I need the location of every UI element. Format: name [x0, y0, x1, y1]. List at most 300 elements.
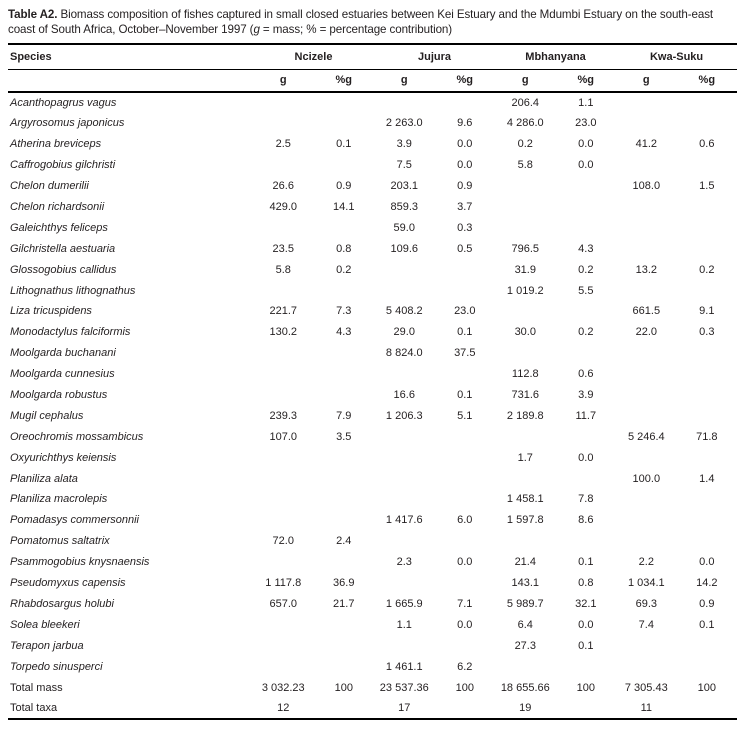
mass-value-cell [253, 364, 314, 385]
species-row [8, 92, 737, 113]
percent-value-cell [435, 489, 496, 510]
mass-value-cell: 13.2 [635, 263, 657, 276]
percent-value-cell: 0.0 [457, 159, 473, 172]
percent-value-cell [435, 531, 496, 552]
mass-value-cell [253, 489, 314, 510]
mass-value-cell [616, 343, 677, 364]
percent-value-cell [677, 385, 738, 406]
species-name-cell: Pomadasys commersonnii [10, 514, 139, 527]
percent-value-cell [677, 531, 738, 552]
table-caption-body: Biomass composition of fishes captured in small closed estuaries between Kei Estuary and the Mdumbi Estuary on the south-east coast of South Africa, October–November 1997 ( [8, 8, 714, 37]
percent-value-cell: 0.2 [699, 263, 715, 276]
percent-value-cell: 0.1 [457, 326, 473, 339]
percent-value-cell: 71.8 [696, 430, 718, 443]
mass-value-cell [253, 217, 314, 238]
percent-value-cell: 0.0 [578, 451, 594, 464]
mass-value-cell: 12 [277, 701, 290, 714]
species-row [8, 656, 737, 677]
percent-value-cell [435, 635, 496, 656]
mass-value-cell: 7.5 [396, 159, 412, 172]
mass-value-cell [253, 510, 314, 531]
species-name-cell: Moolgarda robustus [10, 389, 108, 402]
mass-value-cell [616, 280, 677, 301]
percent-value-cell: 7.9 [336, 409, 352, 422]
percent-value-cell [677, 217, 738, 238]
percent-value-cell [314, 510, 375, 531]
percent-value-cell: 0.9 [457, 180, 473, 193]
percent-value-cell: 0.0 [699, 556, 715, 569]
mass-value-cell: 5 246.4 [627, 430, 665, 443]
species-name-cell: Gilchristella aestuaria [10, 242, 116, 255]
species-name-cell: Moolgarda cunnesius [10, 368, 115, 381]
species-row [8, 573, 737, 594]
mass-value-cell: 23.5 [272, 242, 294, 255]
percent-value-cell [435, 364, 496, 385]
mass-value-cell: 30.0 [514, 326, 536, 339]
mass-value-cell: 5 989.7 [506, 597, 544, 610]
mass-value-cell [253, 385, 314, 406]
mass-value-cell: 657.0 [269, 597, 298, 610]
percent-value-cell: 4.3 [578, 242, 594, 255]
percent-value-cell: 8.6 [578, 514, 594, 527]
percent-value-cell: 0.2 [578, 263, 594, 276]
percent-value-cell [556, 531, 617, 552]
species-name-cell: Oxyurichthys keiensis [10, 451, 117, 464]
mass-value-cell [616, 447, 677, 468]
percent-value-cell: 5.5 [578, 284, 594, 297]
mass-value-cell [374, 573, 435, 594]
percent-value-cell [556, 656, 617, 677]
percent-value-cell [314, 614, 375, 635]
percent-value-cell: 14.2 [696, 577, 718, 590]
species-row [8, 343, 737, 364]
percent-value-cell: 0.0 [457, 618, 473, 631]
mass-value-cell [616, 405, 677, 426]
percent-value-cell [435, 573, 496, 594]
sub-header-g: g [374, 69, 435, 92]
mass-value-cell [374, 92, 435, 113]
percent-value-cell [314, 447, 375, 468]
mass-value-cell: 7 305.43 [624, 681, 668, 694]
percent-value-cell: 7.8 [578, 493, 594, 506]
percent-value-cell: 7.3 [336, 305, 352, 318]
mass-value-cell [253, 447, 314, 468]
mass-value-cell [253, 155, 314, 176]
species-row [8, 364, 737, 385]
percent-value-cell [314, 364, 375, 385]
species-row [8, 426, 737, 447]
mass-value-cell: 59.0 [393, 221, 415, 234]
percent-value-cell: 0.2 [336, 263, 352, 276]
species-row [8, 405, 737, 426]
percent-value-cell [314, 113, 375, 134]
mass-value-cell: 109.6 [390, 242, 419, 255]
percent-value-cell [677, 489, 738, 510]
percent-value-cell [677, 635, 738, 656]
mass-value-cell [253, 552, 314, 573]
mass-value-cell [616, 489, 677, 510]
percent-value-cell: 5.1 [457, 409, 473, 422]
species-name-cell: Liza tricuspidens [10, 305, 92, 318]
mass-value-cell: 130.2 [269, 326, 298, 339]
mass-value-cell: 17 [398, 701, 411, 714]
mass-value-cell: 29.0 [393, 326, 415, 339]
mass-value-cell [495, 217, 556, 238]
species-row [8, 238, 737, 259]
percent-value-cell: 0.1 [457, 389, 473, 402]
species-row [8, 134, 737, 155]
mass-value-cell: 22.0 [635, 326, 657, 339]
mass-value-cell [616, 217, 677, 238]
species-name-cell: Glossogobius callidus [10, 263, 117, 276]
species-name-cell: Argyrosomus japonicus [10, 117, 125, 130]
sub-header-g: g [253, 69, 314, 92]
mass-value-cell [253, 113, 314, 134]
mass-value-cell: 4 286.0 [506, 117, 544, 130]
mass-value-cell [495, 531, 556, 552]
percent-value-cell: 4.3 [336, 326, 352, 339]
mass-value-cell [374, 489, 435, 510]
mass-value-cell: 16.6 [393, 389, 415, 402]
percent-value-cell: 21.7 [333, 597, 355, 610]
percent-value-cell: 7.1 [457, 597, 473, 610]
mass-value-cell: 1 206.3 [385, 409, 423, 422]
mass-value-cell [374, 468, 435, 489]
percent-value-cell: 0.9 [336, 180, 352, 193]
percent-value-cell: 9.1 [699, 305, 715, 318]
percent-value-cell [677, 698, 738, 719]
species-name-cell: Pomatomus saltatrix [10, 535, 110, 548]
mass-value-cell: 19 [519, 701, 532, 714]
mass-value-cell: 3.9 [396, 138, 412, 151]
percent-value-cell: 36.9 [333, 577, 355, 590]
percent-value-cell: 100 [576, 681, 595, 694]
species-name-cell: Caffrogobius gilchristi [10, 159, 116, 172]
mass-value-cell [616, 113, 677, 134]
species-name-cell: Mugil cephalus [10, 409, 84, 422]
species-name-cell: Acanthopagrus vagus [10, 97, 117, 110]
mass-value-cell: 31.9 [514, 263, 536, 276]
species-row [8, 489, 737, 510]
percent-value-cell [677, 447, 738, 468]
mass-value-cell: 2.2 [638, 556, 654, 569]
percent-value-cell: 9.6 [457, 117, 473, 130]
species-name-cell: Oreochromis mossambicus [10, 430, 144, 443]
species-row [8, 155, 737, 176]
species-name-cell: Psammogobius knysnaensis [10, 556, 150, 569]
species-name-cell: Torpedo sinusperci [10, 660, 103, 673]
mass-value-cell [253, 343, 314, 364]
mass-value-cell [495, 343, 556, 364]
species-name-cell: Chelon richardsonii [10, 201, 105, 214]
mass-value-cell: 859.3 [390, 201, 419, 214]
mass-value-cell: 203.1 [390, 180, 419, 193]
sub-header-pg: %g [677, 69, 738, 92]
mass-value-cell [616, 364, 677, 385]
mass-value-cell: 7.4 [638, 618, 654, 631]
percent-value-cell [556, 176, 617, 197]
species-row [8, 531, 737, 552]
species-row [8, 280, 737, 301]
percent-value-cell [314, 92, 375, 113]
species-row [8, 510, 737, 531]
mass-value-cell [253, 468, 314, 489]
percent-value-cell [677, 197, 738, 218]
species-name-cell: Moolgarda buchanani [10, 347, 116, 360]
species-name-cell: Monodactylus falciformis [10, 326, 131, 339]
table-caption-tail: = mass; % = percentage contribution) [259, 23, 453, 37]
mass-value-cell: 143.1 [511, 577, 540, 590]
percent-value-cell [556, 343, 617, 364]
percent-value-cell [556, 197, 617, 218]
mass-value-cell [374, 426, 435, 447]
mass-value-cell: 21.4 [514, 556, 536, 569]
mass-value-cell: 239.3 [269, 409, 298, 422]
mass-value-cell [616, 656, 677, 677]
sub-header-pg: %g [435, 69, 496, 92]
percent-value-cell [677, 238, 738, 259]
percent-value-cell [314, 656, 375, 677]
percent-value-cell: 0.1 [578, 639, 594, 652]
mass-value-cell [253, 280, 314, 301]
species-name-cell: Pseudomyxus capensis [10, 577, 126, 590]
percent-value-cell: 0.1 [336, 138, 352, 151]
species-name-cell: Lithognathus lithognathus [10, 284, 136, 297]
percent-value-cell: 37.5 [454, 347, 476, 360]
percent-value-cell: 23.0 [575, 117, 597, 130]
mass-value-cell [616, 238, 677, 259]
percent-value-cell [677, 280, 738, 301]
percent-value-cell: 100 [455, 681, 474, 694]
percent-value-cell: 1.5 [699, 180, 715, 193]
total-row [8, 677, 737, 698]
total-label-cell: Total mass [10, 681, 63, 694]
percent-value-cell [677, 405, 738, 426]
mass-value-cell: 5.8 [275, 263, 291, 276]
percent-value-cell: 0.0 [457, 138, 473, 151]
mass-value-cell: 2.3 [396, 556, 412, 569]
mass-value-cell [495, 197, 556, 218]
mass-value-cell: 1 665.9 [385, 597, 423, 610]
mass-value-cell [374, 531, 435, 552]
mass-value-cell: 8 824.0 [385, 347, 423, 360]
table-caption-label: Table A2. [8, 8, 58, 21]
percent-value-cell: 0.6 [578, 368, 594, 381]
percent-value-cell [556, 468, 617, 489]
species-name-cell: Planiliza alata [10, 472, 78, 485]
mass-value-cell [374, 635, 435, 656]
percent-value-cell: 0.9 [699, 597, 715, 610]
percent-value-cell: 11.7 [575, 409, 597, 422]
mass-value-cell [374, 259, 435, 280]
species-row [8, 176, 737, 197]
species-row [8, 447, 737, 468]
percent-value-cell: 0.0 [578, 159, 594, 172]
percent-value-cell [677, 656, 738, 677]
mass-value-cell [374, 364, 435, 385]
percent-value-cell: 0.1 [699, 618, 715, 631]
mass-value-cell [253, 614, 314, 635]
mass-value-cell: 2 263.0 [385, 117, 423, 130]
species-row [8, 468, 737, 489]
site-header-mbhanyana: Mbhanyana [495, 44, 616, 69]
mass-value-cell: 6.4 [517, 618, 533, 631]
species-name-cell: Planiliza macrolepis [10, 493, 108, 506]
percent-value-cell [677, 92, 738, 113]
percent-value-cell [435, 280, 496, 301]
percent-value-cell: 1.1 [578, 97, 594, 110]
species-row [8, 635, 737, 656]
mass-value-cell: 5 408.2 [385, 305, 423, 318]
mass-value-cell [616, 155, 677, 176]
mass-value-cell: 100.0 [632, 472, 661, 485]
mass-value-cell [616, 92, 677, 113]
percent-value-cell [435, 92, 496, 113]
mass-value-cell [616, 510, 677, 531]
percent-value-cell: 0.0 [457, 556, 473, 569]
percent-value-cell: 0.0 [578, 138, 594, 151]
species-column-header: Species [8, 44, 253, 69]
percent-value-cell [435, 259, 496, 280]
mass-value-cell: 107.0 [269, 430, 298, 443]
percent-value-cell: 0.3 [457, 221, 473, 234]
species-name-cell: Galeichthys feliceps [10, 221, 108, 234]
percent-value-cell [677, 510, 738, 531]
mass-value-cell [616, 531, 677, 552]
mass-value-cell: 1 019.2 [506, 284, 544, 297]
site-header-ncizele: Ncizele [253, 44, 374, 69]
percent-value-cell [677, 364, 738, 385]
species-name-cell: Rhabdosargus holubi [10, 597, 114, 610]
percent-value-cell [435, 447, 496, 468]
species-row [8, 113, 737, 134]
mass-value-cell [495, 468, 556, 489]
site-header-row [8, 44, 737, 69]
species-row [8, 552, 737, 573]
mass-value-cell: 18 655.66 [500, 681, 550, 694]
table-caption-g-symbol: g [253, 23, 260, 37]
sub-header-g: g [495, 69, 556, 92]
percent-value-cell [314, 217, 375, 238]
percent-value-cell: 0.6 [699, 138, 715, 151]
mass-value-cell: 1.1 [396, 618, 412, 631]
mass-value-cell: 11 [640, 701, 652, 714]
percent-value-cell [677, 155, 738, 176]
sub-header-row [8, 69, 737, 92]
mass-value-cell: 221.7 [269, 305, 298, 318]
percent-value-cell: 32.1 [575, 597, 597, 610]
species-name-cell: Chelon dumerilii [10, 180, 89, 193]
percent-value-cell: 0.0 [578, 618, 594, 631]
percent-value-cell: 0.8 [336, 242, 352, 255]
species-name-cell: Atherina breviceps [10, 138, 102, 151]
percent-value-cell: 3.5 [336, 430, 352, 443]
percent-value-cell [314, 635, 375, 656]
mass-value-cell [616, 385, 677, 406]
mass-value-cell: 41.2 [635, 138, 657, 151]
mass-value-cell [495, 426, 556, 447]
mass-value-cell: 1.7 [517, 451, 533, 464]
total-label-cell: Total taxa [10, 701, 58, 714]
species-row [8, 197, 737, 218]
mass-value-cell [374, 447, 435, 468]
sub-header-spacer [8, 69, 253, 92]
percent-value-cell [556, 698, 617, 719]
percent-value-cell [314, 698, 375, 719]
total-row [8, 698, 737, 719]
mass-value-cell: 1 034.1 [627, 577, 665, 590]
percent-value-cell [556, 426, 617, 447]
species-row [8, 594, 737, 615]
mass-value-cell [495, 176, 556, 197]
mass-value-cell: 1 597.8 [506, 514, 544, 527]
mass-value-cell: 429.0 [269, 201, 298, 214]
species-row [8, 322, 737, 343]
sub-header-pg: %g [556, 69, 617, 92]
percent-value-cell [677, 113, 738, 134]
mass-value-cell: 1 461.1 [385, 660, 423, 673]
percent-value-cell [435, 426, 496, 447]
mass-value-cell: 206.4 [511, 97, 540, 110]
percent-value-cell: 0.3 [699, 326, 715, 339]
percent-value-cell: 2.4 [336, 535, 352, 548]
mass-value-cell: 112.8 [511, 368, 539, 381]
mass-value-cell [253, 656, 314, 677]
mass-value-cell: 1 117.8 [265, 577, 302, 590]
percent-value-cell [556, 301, 617, 322]
biomass-table [8, 43, 737, 720]
site-header-jujura: Jujura [374, 44, 495, 69]
mass-value-cell: 26.6 [272, 180, 294, 193]
percent-value-cell: 0.2 [578, 326, 594, 339]
percent-value-cell [314, 552, 375, 573]
mass-value-cell [253, 92, 314, 113]
mass-value-cell [253, 635, 314, 656]
mass-value-cell: 1 458.1 [506, 493, 544, 506]
site-header-kwa-suku: Kwa-Suku [616, 44, 737, 69]
percent-value-cell: 6.0 [457, 514, 473, 527]
percent-value-cell [314, 489, 375, 510]
species-row [8, 259, 737, 280]
mass-value-cell: 2 189.8 [506, 409, 544, 422]
percent-value-cell [314, 468, 375, 489]
mass-value-cell: 0.2 [517, 138, 533, 151]
mass-value-cell: 72.0 [272, 535, 294, 548]
mass-value-cell: 2.5 [275, 138, 291, 151]
mass-value-cell: 108.0 [632, 180, 661, 193]
percent-value-cell [314, 343, 375, 364]
table-header [8, 44, 737, 92]
species-row [8, 301, 737, 322]
percent-value-cell: 1.4 [699, 472, 715, 485]
species-row [8, 217, 737, 238]
mass-value-cell: 5.8 [517, 159, 533, 172]
percent-value-cell: 6.2 [457, 660, 473, 673]
mass-value-cell: 69.3 [635, 597, 657, 610]
species-name-cell: Solea bleekeri [10, 618, 80, 631]
percent-value-cell [435, 698, 496, 719]
mass-value-cell: 3 032.23 [261, 681, 305, 694]
percent-value-cell: 100 [334, 681, 353, 694]
mass-value-cell [616, 635, 677, 656]
sub-header-pg: %g [314, 69, 375, 92]
percent-value-cell: 0.5 [457, 242, 473, 255]
percent-value-cell: 0.8 [578, 577, 594, 590]
percent-value-cell: 100 [697, 681, 716, 694]
species-name-cell: Terapon jarbua [10, 639, 84, 652]
percent-value-cell: 14.1 [333, 201, 355, 214]
mass-value-cell: 1 417.6 [385, 514, 423, 527]
